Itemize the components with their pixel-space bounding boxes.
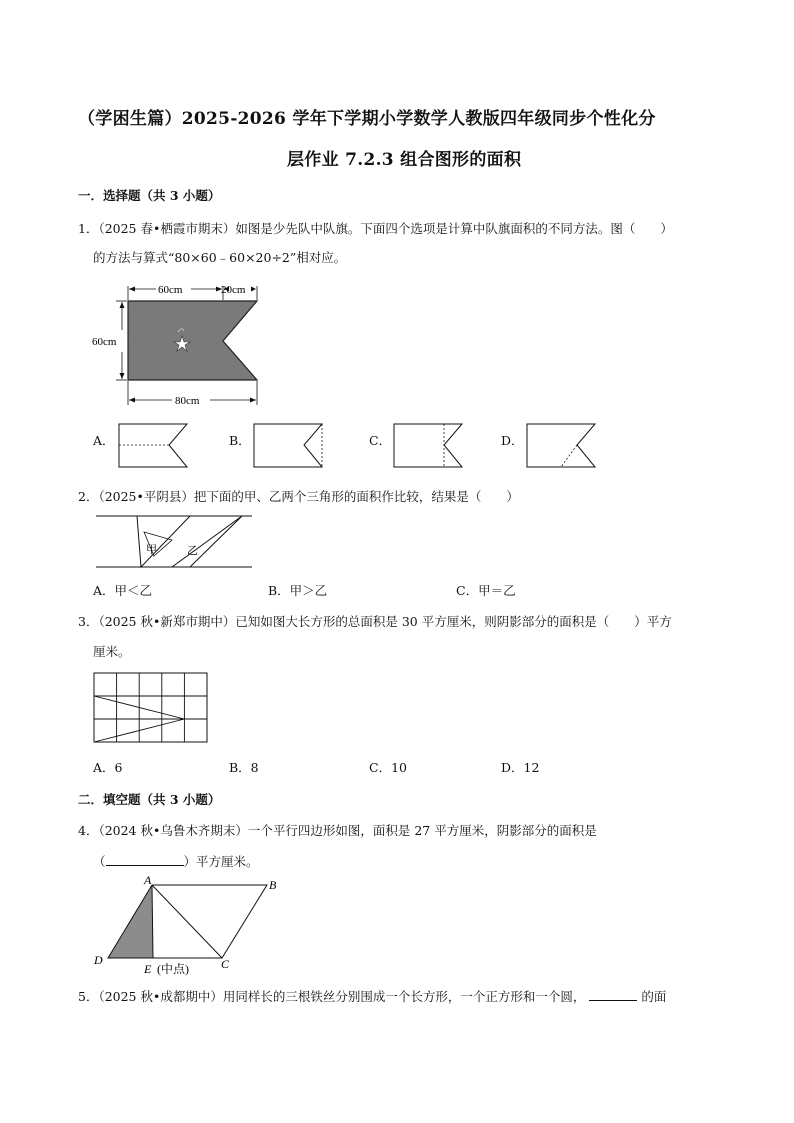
doc-title-line1: （学困生篇）2025-2026 学年下学期小学数学人教版四年级同步个性化分: [78, 109, 656, 129]
triangle-jia-label: 甲: [146, 544, 157, 556]
q5-text-tail: 的面: [641, 989, 667, 1004]
section-fill-heading: 二．填空题（共 3 小题）: [78, 792, 221, 807]
q1-option-d-label[interactable]: D．: [501, 433, 524, 448]
q2-option-a[interactable]: A．甲＜乙: [93, 583, 153, 598]
point-c-label: C: [221, 957, 230, 971]
question-3-line2: 厘米。: [93, 644, 131, 659]
doc-title-line2: 层作业 7.2.3 组合图形的面积: [287, 150, 522, 170]
triangle-yi-label: 乙: [187, 545, 198, 557]
q4-parallelogram-figure: [90, 872, 290, 980]
flag-shape: [128, 301, 257, 380]
question-4-line1: 4．（2024 秋•乌鲁木齐期末）一个平行四边形如图，面积是 27 平方厘米，阴影部分的面积是: [78, 823, 597, 838]
q5-text: 5．（2025 秋•成都期中）用同样长的三根铁丝分别围成一个长方形，一个正方形和一个圆，: [78, 989, 586, 1004]
point-a-label: A: [144, 873, 152, 887]
q5-answer-blank[interactable]: [589, 987, 637, 1001]
q3-option-a[interactable]: A．6: [93, 760, 123, 775]
section-choice-heading: 一．选择题（共 3 小题）: [78, 188, 221, 203]
dim-left-label: 60cm: [92, 336, 117, 348]
q3-option-b[interactable]: B．8: [229, 760, 259, 775]
q2-option-c[interactable]: C．甲＝乙: [456, 583, 516, 598]
dim-top-right-label: 20cm: [221, 284, 246, 296]
q4-paren-close: ）平方厘米。: [183, 854, 259, 869]
point-b-label: B: [269, 878, 277, 892]
question-3-line1: 3．（2025 秋•新郑市期中）已知如图大长方形的总面积是 30 平方厘米，则阴影部分的面积是（ ）平方: [78, 614, 672, 629]
midpoint-note: (中点): [157, 962, 189, 976]
q1-flag-figure: [90, 278, 270, 413]
question-1-line1: 1．（2025 春•栖霞市期末）如图是少先队中队旗。下面四个选项是计算中队旗面积的不同方法。图（ ）: [78, 221, 673, 236]
q3-option-c[interactable]: C．10: [369, 760, 407, 775]
q2-option-b[interactable]: B．甲＞乙: [268, 583, 328, 598]
q1-option-c-label[interactable]: C．: [369, 433, 392, 448]
question-1-line2: 的方法与算式“80×60﹣60×20÷2”相对应。: [93, 250, 347, 265]
dim-top-label: 60cm: [158, 284, 183, 296]
q1-option-a-label[interactable]: A．: [93, 433, 115, 448]
q1-option-b-label[interactable]: B．: [229, 433, 251, 448]
q1-option-c-figure: [392, 422, 464, 470]
q1-option-d-figure: [525, 422, 597, 470]
point-e-label: E: [144, 962, 152, 976]
question-2-line1: 2．（2025•平阴县）把下面的甲、乙两个三角形的面积作比较，结果是（ ）: [78, 489, 519, 504]
dim-bottom-label: 80cm: [175, 395, 200, 407]
q4-answer-blank[interactable]: [106, 852, 184, 866]
q1-option-b-figure: [252, 422, 324, 470]
q2-triangles-figure: [94, 512, 254, 572]
q1-option-a-figure: [117, 422, 189, 470]
question-4-line2: [93, 852, 259, 870]
q4-paren-open: （: [93, 854, 106, 869]
q3-grid-figure: [93, 672, 209, 744]
q3-option-d[interactable]: D．12: [501, 760, 540, 775]
question-5-line1: [78, 987, 666, 1005]
point-d-label: D: [94, 953, 103, 967]
